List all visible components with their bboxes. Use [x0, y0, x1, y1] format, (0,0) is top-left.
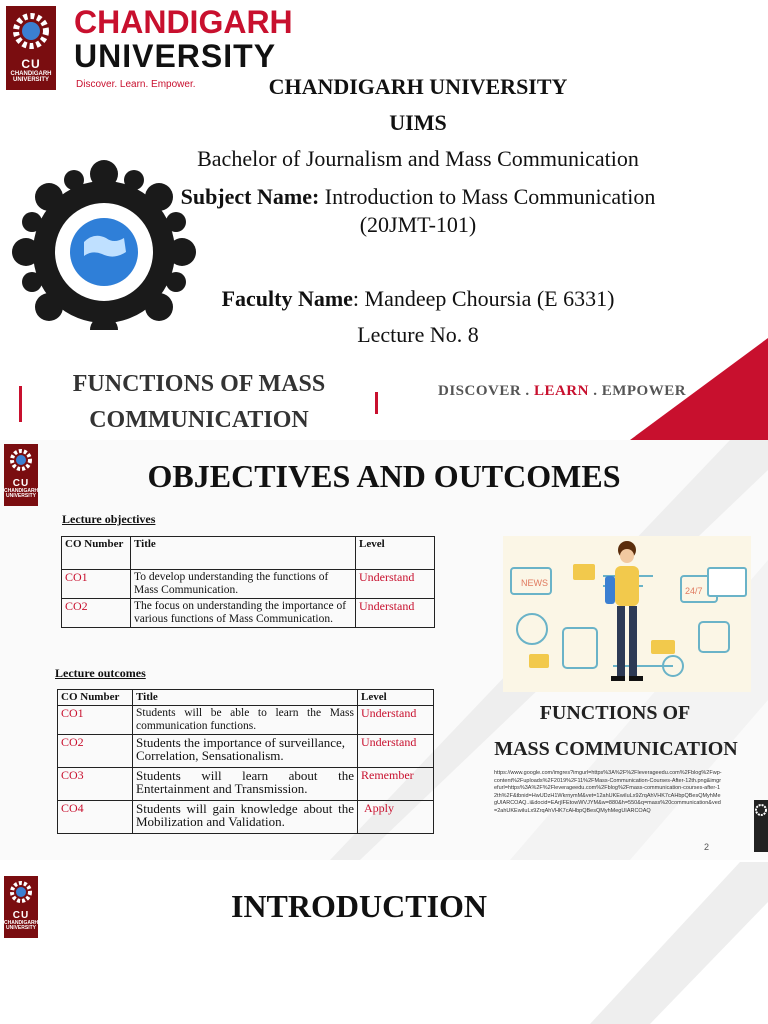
header-level: Level	[358, 690, 434, 706]
logo-sub: CHANDIGARH UNIVERSITY	[10, 71, 52, 83]
header-level: Level	[356, 537, 435, 570]
title-cell: Students will learn about the Entertainment and Transmission.	[133, 768, 358, 801]
title-cell: Students the importance of surveillance, Correlation, Sensationalism.	[133, 735, 358, 768]
lecture-number: Lecture No. 8	[357, 322, 479, 347]
level-cell: Understand	[356, 570, 435, 599]
table-row	[62, 570, 435, 599]
faculty-line	[120, 286, 716, 312]
co-cell: CO3	[58, 768, 133, 801]
table-header-row	[62, 537, 435, 570]
co-cell: CO2	[58, 735, 133, 768]
logo-sub: CHANDIGARH UNIVERSITY	[4, 920, 39, 931]
image-caption-line1: FUNCTIONS OF	[539, 702, 691, 724]
faculty-label: Faculty Name	[221, 286, 353, 311]
outcomes-table	[57, 689, 434, 834]
co-cell: CO4	[58, 801, 133, 834]
news-label: NEWS	[521, 578, 548, 588]
table-row	[58, 735, 434, 768]
gear-emblem-icon	[754, 803, 768, 817]
gear-emblem-icon	[8, 879, 34, 905]
university-heading: CHANDIGARH UNIVERSITY	[268, 74, 568, 99]
title-cell: The focus on understanding the importance of various functions of Mass Communication.	[131, 599, 356, 628]
level-cell: Apply	[358, 801, 434, 834]
topic-line2: COMMUNICATION	[89, 407, 309, 433]
program-name: Bachelor of Journalism and Mass Communication	[197, 146, 639, 171]
table-row	[58, 801, 434, 834]
subject-label: Subject Name:	[180, 184, 320, 209]
level-cell: Understand	[358, 706, 434, 735]
title-cell: Students will gain knowledge about the Mobilization and Validation.	[133, 801, 358, 834]
title-cell: Students will be able to learn the Mass communication functions.	[133, 706, 358, 735]
level-cell: Remember	[358, 768, 434, 801]
hours-label: 24/7	[685, 586, 703, 596]
slogan-discover: DISCOVER .	[438, 383, 534, 399]
gear-emblem-icon	[10, 10, 52, 52]
header-co: CO Number	[58, 690, 133, 706]
header-title: Title	[131, 537, 356, 570]
mass-communication-illustration	[503, 536, 751, 692]
introduction-slide	[0, 862, 768, 1024]
outcomes-label: Lecture outcomes	[55, 666, 146, 680]
logo-sub: CHANDIGARH UNIVERSITY	[4, 488, 39, 499]
level-cell: Understand	[358, 735, 434, 768]
table-row	[58, 768, 434, 801]
page-number: 2	[704, 842, 710, 852]
slide-logo	[4, 444, 38, 506]
logo-abbr: CU	[21, 57, 41, 71]
brand-name-line1: CHANDIGARH	[74, 4, 293, 40]
co-cell: CO1	[58, 706, 133, 735]
topic-line1: FUNCTIONS OF MASS	[72, 371, 326, 397]
table-row	[58, 706, 434, 735]
middle-divider	[375, 392, 378, 414]
objectives-slide	[0, 440, 768, 860]
subject-value: Introduction to Mass Communication	[319, 184, 656, 209]
title-slide	[0, 0, 768, 440]
level-cell: Understand	[356, 599, 435, 628]
slogan	[438, 383, 686, 400]
slogan-empower: . EMPOWER	[588, 383, 687, 399]
image-caption-line2: MASS COMMUNICATION	[494, 738, 738, 760]
subject-line	[120, 184, 716, 210]
gear-emblem-icon	[8, 447, 34, 473]
institute-heading: UIMS	[389, 110, 447, 135]
objectives-table	[61, 536, 435, 628]
brand-name-line2: UNIVERSITY	[74, 38, 277, 74]
header-title: Title	[133, 690, 358, 706]
objectives-label: Lecture objectives	[62, 512, 156, 526]
co-cell: CO2	[62, 599, 131, 628]
brand-tagline: Discover. Learn. Empower.	[76, 79, 196, 90]
topic-title	[40, 366, 358, 438]
edge-logo	[754, 800, 768, 852]
title-cell: To develop understanding the functions of Mass Communication.	[131, 570, 356, 599]
logo-abbr: CU	[12, 478, 30, 489]
slide-logo	[4, 876, 38, 938]
objectives-heading: OBJECTIVES AND OUTCOMES	[147, 458, 621, 494]
header-co: CO Number	[62, 537, 131, 570]
left-divider	[19, 386, 22, 422]
slogan-learn: LEARN	[533, 383, 589, 399]
subject-code: (20JMT-101)	[359, 212, 477, 237]
table-header-row	[58, 690, 434, 706]
logo-abbr: CU	[12, 910, 30, 921]
source-url: https://www.google.com/imgres?imgurl=https%3A%2F%2Fleverageedu.com%2Fblog%2Fwp-content%2Fuploads%2F2019%2F11%2FMass-Communication-Courses-After-12th.png&imgrefurl=https%3A%2F%2Fleverageedu.com%2Fblog%2Fmass-communication-courses-after-12th%2F&tbnid=HwUDzH1WkrnymM&vet=12ahUKEwiIuLx9ZrqAhVHK7cAHbpQBesQMyhMegUIARCOAQ..i&docid=EArjIFEtowWVJYM&w=880&h=550&q=mass%20communication&ved=2ahUKEwiIuLx9ZrqAhVHK7cAHbpQBesQMyhMegUIARCOAQ	[494, 770, 722, 814]
university-logo	[6, 6, 56, 90]
co-cell: CO1	[62, 570, 131, 599]
introduction-heading: INTRODUCTION	[230, 888, 488, 924]
table-row	[62, 599, 435, 628]
faculty-value: : Mandeep Choursia (E 6331)	[352, 286, 615, 311]
background-stripes	[470, 862, 768, 1024]
